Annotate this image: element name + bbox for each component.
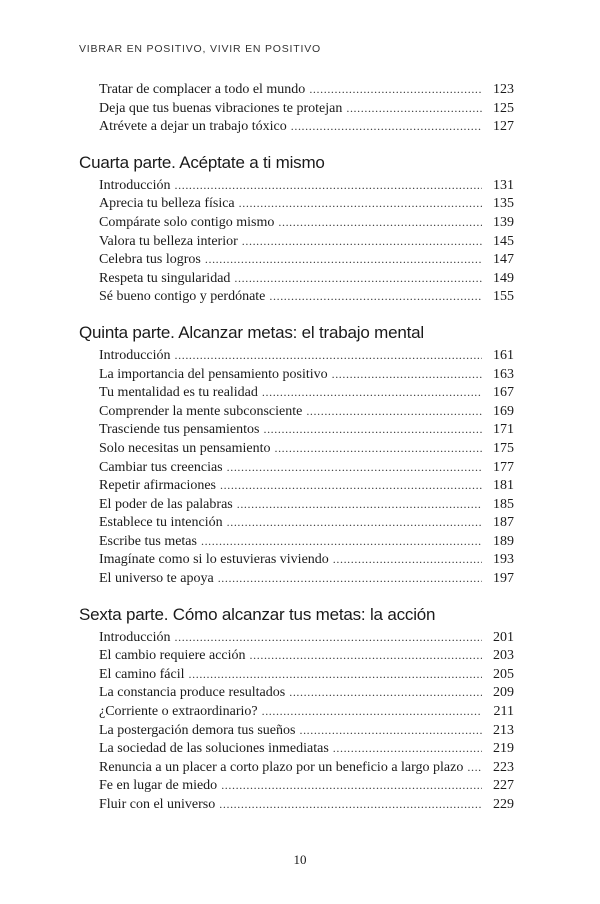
toc-entry xyxy=(79,513,514,532)
toc-entry-page: 203 xyxy=(493,648,514,664)
toc-entry-title: Repetir afirmaciones xyxy=(99,478,217,494)
toc-entry-page: 187 xyxy=(493,515,514,531)
toc-entry-title: Tratar de complacer a todo el mundo xyxy=(99,82,306,97)
toc-entry-page: 223 xyxy=(493,759,514,775)
toc-entry-page: 135 xyxy=(493,196,514,212)
toc-entry-page: 149 xyxy=(493,270,514,286)
toc-entry xyxy=(79,458,514,477)
toc-entry-title: Fluir con el universo xyxy=(99,797,216,812)
toc-entry-title: Solo necesitas un pensamiento xyxy=(99,440,271,456)
dot-leader xyxy=(299,721,482,740)
toc-entry xyxy=(79,495,514,514)
toc-entry xyxy=(79,776,514,795)
toc-entry-title: Establece tu intención xyxy=(99,515,223,531)
toc-entry-page: 201 xyxy=(493,629,514,645)
toc-entry xyxy=(79,550,514,569)
toc-entry-page: 227 xyxy=(493,778,514,794)
toc-section xyxy=(79,322,514,588)
toc-entry-title: Renuncia a un placer a corto plazo por un beneficio a largo plazo xyxy=(99,759,464,775)
toc-entry-page: 219 xyxy=(493,741,514,757)
toc-entry xyxy=(79,194,514,213)
toc-entry-title: Trasciende tus pensamientos xyxy=(99,422,260,438)
dot-leader xyxy=(309,80,482,99)
toc-section xyxy=(79,152,514,306)
dot-leader xyxy=(239,194,482,213)
toc-entry xyxy=(79,365,514,384)
toc-entry-title: La sociedad de las soluciones inmediatas xyxy=(99,741,329,757)
toc-entry-title: Escribe tus metas xyxy=(99,533,197,549)
dot-leader xyxy=(175,176,482,195)
dot-leader xyxy=(205,250,482,269)
toc-entry xyxy=(79,383,514,402)
dot-leader xyxy=(237,495,482,514)
toc-entry-page: 185 xyxy=(493,496,514,512)
toc-entry xyxy=(79,99,514,118)
toc-entry-page: 213 xyxy=(493,722,514,738)
dot-leader xyxy=(175,628,482,647)
toc-entry xyxy=(79,739,514,758)
toc-entry xyxy=(79,176,514,195)
toc-entry-page: 155 xyxy=(493,289,514,305)
toc-entry-title: ¿Corriente o extraordinario? xyxy=(99,704,258,720)
toc-entry-title: Tu mentalidad es tu realidad xyxy=(99,385,258,401)
toc-entry-title: Introducción xyxy=(99,347,171,363)
dot-leader xyxy=(263,420,482,439)
dot-leader xyxy=(250,646,482,665)
toc-entry xyxy=(79,758,514,777)
dot-leader xyxy=(306,402,482,421)
toc-entry-page: 177 xyxy=(493,459,514,475)
toc-section xyxy=(79,604,514,814)
table-of-contents xyxy=(79,80,514,830)
toc-entry xyxy=(79,628,514,647)
toc-entry-title: Compárate solo contigo mismo xyxy=(99,214,275,230)
toc-entry-title: Introducción xyxy=(99,629,171,645)
toc-entry-title: Valora tu belleza interior xyxy=(99,233,238,249)
dot-leader xyxy=(333,739,482,758)
toc-entry-page: 123 xyxy=(493,82,514,97)
toc-entry xyxy=(79,346,514,365)
toc-entry-title: El poder de las palabras xyxy=(99,496,233,512)
toc-entry-page: 145 xyxy=(493,233,514,249)
dot-leader xyxy=(219,795,482,814)
toc-entry-page: 125 xyxy=(493,100,514,116)
toc-entry-page: 147 xyxy=(493,252,514,268)
toc-entry-page: 181 xyxy=(493,478,514,494)
toc-entry-page: 131 xyxy=(493,177,514,193)
dot-leader xyxy=(175,346,482,365)
dot-leader xyxy=(289,683,482,702)
toc-entry-page: 211 xyxy=(493,704,514,720)
toc-entry-title: Comprender la mente subconsciente xyxy=(99,403,303,419)
toc-entry-page: 209 xyxy=(493,685,514,701)
toc-entry-title: Fe en lugar de miedo xyxy=(99,778,218,794)
dot-leader xyxy=(346,99,482,118)
toc-entry-title: Respeta tu singularidad xyxy=(99,270,231,286)
toc-entry-title: El camino fácil xyxy=(99,666,185,682)
toc-entry xyxy=(79,702,514,721)
toc-entry-page: 205 xyxy=(493,666,514,682)
toc-entry xyxy=(79,420,514,439)
toc-entry xyxy=(79,232,514,251)
toc-entry xyxy=(79,117,514,136)
dot-leader xyxy=(274,439,482,458)
dot-leader xyxy=(220,476,482,495)
toc-entry xyxy=(79,646,514,665)
dot-leader xyxy=(242,232,482,251)
toc-entry-page: 189 xyxy=(493,533,514,549)
dot-leader xyxy=(218,569,482,588)
section-title: Quinta parte. Alcanzar metas: el trabajo mental xyxy=(79,322,424,342)
dot-leader xyxy=(333,550,482,569)
toc-entry-title: Imagínate como si lo estuvieras viviendo xyxy=(99,552,329,568)
toc-entry-page: 171 xyxy=(493,422,514,438)
toc-entry xyxy=(79,683,514,702)
toc-entry-title: Deja que tus buenas vibraciones te protejan xyxy=(99,100,343,116)
toc-entry-page: 163 xyxy=(493,366,514,382)
toc-entry xyxy=(79,569,514,588)
dot-leader xyxy=(332,365,482,384)
toc-entry-title: La constancia produce resultados xyxy=(99,685,286,701)
dot-leader xyxy=(291,117,482,136)
page-number: 10 xyxy=(293,852,307,867)
dot-leader xyxy=(227,458,482,477)
toc-entry xyxy=(79,402,514,421)
toc-entry xyxy=(79,287,514,306)
toc-entry-page: 127 xyxy=(493,119,514,135)
toc-entry xyxy=(79,269,514,288)
toc-entry xyxy=(79,721,514,740)
dot-leader xyxy=(278,213,482,232)
toc-entry-page: 193 xyxy=(493,552,514,568)
dot-leader xyxy=(262,702,482,721)
toc-entry-title: Sé bueno contigo y perdónate xyxy=(99,289,266,305)
toc-section xyxy=(79,80,514,136)
toc-entry-page: 167 xyxy=(493,385,514,401)
toc-entry-title: La importancia del pensamiento positivo xyxy=(99,366,328,382)
section-title: Sexta parte. Cómo alcanzar tus metas: la acción xyxy=(79,604,436,624)
toc-entry-title: Celebra tus logros xyxy=(99,252,201,268)
toc-entry-title: La postergación demora tus sueños xyxy=(99,722,296,738)
toc-entry xyxy=(79,476,514,495)
toc-entry-title: Cambiar tus creencias xyxy=(99,459,223,475)
toc-entry xyxy=(79,80,514,99)
toc-entry-title: El cambio requiere acción xyxy=(99,648,246,664)
dot-leader xyxy=(189,665,482,684)
toc-entry xyxy=(79,665,514,684)
toc-entry xyxy=(79,439,514,458)
dot-leader xyxy=(262,383,482,402)
toc-entry-title: Atrévete a dejar un trabajo tóxico xyxy=(99,119,287,135)
dot-leader xyxy=(227,513,482,532)
toc-entry-title: El universo te apoya xyxy=(99,571,214,587)
toc-entry xyxy=(79,532,514,551)
toc-entry-page: 169 xyxy=(493,403,514,419)
toc-entry-title: Aprecia tu belleza física xyxy=(99,196,235,212)
section-title: Cuarta parte. Acéptate a ti mismo xyxy=(79,152,325,172)
toc-entry-page: 139 xyxy=(493,214,514,230)
running-header: VIBRAR EN POSITIVO, VIVIR EN POSITIVO xyxy=(79,43,321,55)
dot-leader xyxy=(201,532,482,551)
toc-entry xyxy=(79,795,514,814)
dot-leader xyxy=(269,287,482,306)
toc-entry xyxy=(79,250,514,269)
toc-entry-page: 161 xyxy=(493,347,514,363)
toc-entry xyxy=(79,213,514,232)
dot-leader xyxy=(467,758,482,777)
dot-leader xyxy=(221,776,482,795)
toc-entry-title: Introducción xyxy=(99,177,171,193)
toc-entry-page: 175 xyxy=(493,440,514,456)
toc-entry-page: 197 xyxy=(493,571,514,587)
toc-entry-page: 229 xyxy=(493,797,514,812)
dot-leader xyxy=(234,269,482,288)
